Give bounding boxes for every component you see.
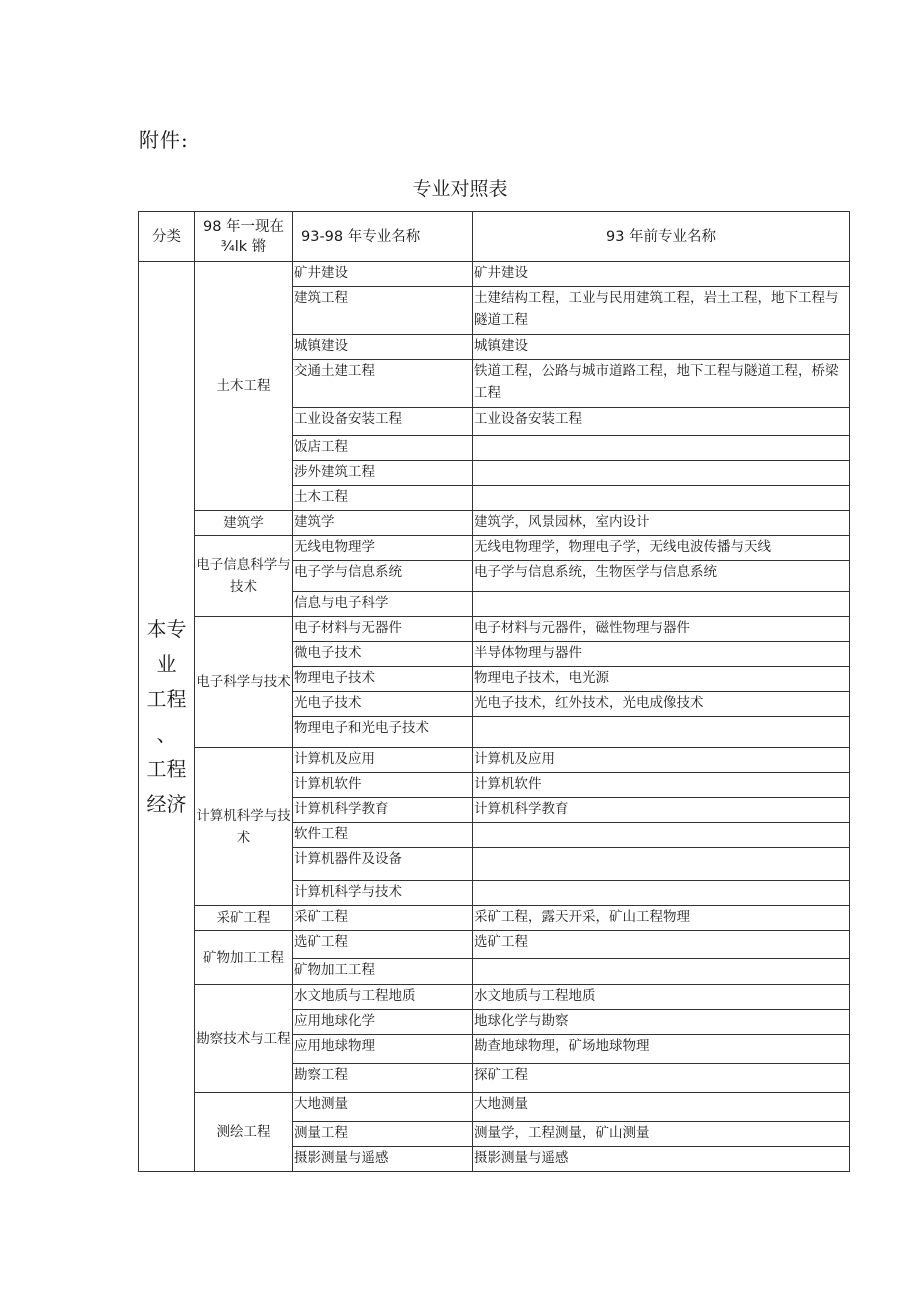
table-row (139, 1093, 850, 1122)
category-line: 、 (156, 721, 177, 746)
table-row (139, 511, 850, 536)
major-group-cell: 电子信息科学与技术 (195, 536, 293, 617)
major-pre-93-cell: 地球化学与勘察 (473, 1010, 850, 1035)
major-93-98-cell: 计算机科学与技术 (293, 881, 473, 906)
category-line: 本专 (146, 616, 187, 641)
table-row (139, 748, 850, 773)
major-93-98-cell: 无线电物理学 (293, 536, 473, 561)
category-line: 经济 (146, 791, 187, 816)
major-93-98-cell: 工业设备安装工程 (293, 408, 473, 436)
category-line: 工程 (146, 756, 187, 781)
table-row (139, 617, 850, 642)
major-pre-93-cell (473, 717, 850, 748)
major-pre-93-cell (473, 461, 850, 486)
major-93-98-cell: 勘察工程 (293, 1064, 473, 1093)
table-title: 专业对照表 (412, 178, 508, 200)
major-93-98-cell: 矿物加工工程 (293, 959, 473, 985)
major-pre-93-cell: 建筑学，风景园林，室内设计 (473, 511, 850, 536)
category-line: 业 (156, 651, 177, 676)
major-93-98-cell: 光电子技术 (293, 692, 473, 717)
major-group-cell: 勘察技术与工程 (195, 985, 293, 1093)
major-93-98-cell: 计算机及应用 (293, 748, 473, 773)
major-93-98-cell: 计算机器件及设备 (293, 848, 473, 881)
major-group-cell: 计算机科学与技术 (195, 748, 293, 906)
major-93-98-cell: 物理电子和光电子技术 (293, 717, 473, 748)
major-pre-93-cell: 城镇建设 (473, 335, 850, 360)
major-pre-93-cell: 计算机科学教育 (473, 798, 850, 823)
table-row (139, 262, 850, 287)
major-pre-93-cell: 电子学与信息系统，生物医学与信息系统 (473, 561, 850, 592)
header-current-line1: 98 年一现在 (202, 218, 285, 235)
major-93-98-cell: 采矿工程 (293, 906, 473, 931)
major-93-98-cell: 测量工程 (293, 1122, 473, 1147)
major-93-98-cell: 水文地质与工程地质 (293, 985, 473, 1010)
header-pre-93-major: 93 年前专业名称 (473, 212, 850, 262)
major-pre-93-cell: 测量学，工程测量，矿山测量 (473, 1122, 850, 1147)
major-93-98-cell: 城镇建设 (293, 335, 473, 360)
major-group-cell: 电子科学与技术 (195, 617, 293, 748)
major-pre-93-cell: 光电子技术，红外技术，光电成像技术 (473, 692, 850, 717)
major-93-98-cell: 应用地球化学 (293, 1010, 473, 1035)
major-pre-93-cell: 物理电子技术，电光源 (473, 667, 850, 692)
major-93-98-cell: 饭店工程 (293, 436, 473, 461)
major-93-98-cell: 大地测量 (293, 1093, 473, 1122)
major-pre-93-cell: 铁道工程，公路与城市道路工程，地下工程与隧道工程，桥梁工程 (473, 360, 850, 408)
table-row (139, 906, 850, 931)
major-pre-93-cell: 探矿工程 (473, 1064, 850, 1093)
major-93-98-cell: 交通土建工程 (293, 360, 473, 408)
major-group-cell: 采矿工程 (195, 906, 293, 931)
table-row (139, 536, 850, 561)
header-category: 分类 (139, 212, 195, 262)
major-pre-93-cell: 水文地质与工程地质 (473, 985, 850, 1010)
major-93-98-cell: 软件工程 (293, 823, 473, 848)
major-pre-93-cell: 无线电物理学，物理电子学，无线电波传播与天线 (473, 536, 850, 561)
major-comparison-table (138, 211, 850, 1172)
header-93-98-major: 93-98 年专业名称 (293, 212, 473, 262)
category-line: 工程 (146, 686, 187, 711)
major-pre-93-cell (473, 823, 850, 848)
major-pre-93-cell: 选矿工程 (473, 931, 850, 959)
category-cell (139, 262, 195, 1172)
major-pre-93-cell: 矿井建设 (473, 262, 850, 287)
major-93-98-cell: 应用地球物理 (293, 1035, 473, 1064)
major-pre-93-cell (473, 959, 850, 985)
major-93-98-cell: 矿井建设 (293, 262, 473, 287)
major-pre-93-cell: 大地测量 (473, 1093, 850, 1122)
major-93-98-cell: 土木工程 (293, 486, 473, 511)
header-row (139, 212, 850, 262)
major-93-98-cell: 涉外建筑工程 (293, 461, 473, 486)
major-93-98-cell: 建筑工程 (293, 287, 473, 335)
attachment-label: 附件: (139, 128, 189, 152)
major-group-cell: 测绘工程 (195, 1093, 293, 1172)
major-pre-93-cell: 土建结构工程，工业与民用建筑工程，岩土工程，地下工程与隧道工程 (473, 287, 850, 335)
major-group-cell: 土木工程 (195, 262, 293, 511)
table-row (139, 985, 850, 1010)
table-row (139, 931, 850, 959)
major-pre-93-cell: 计算机软件 (473, 773, 850, 798)
major-pre-93-cell: 计算机及应用 (473, 748, 850, 773)
major-pre-93-cell (473, 848, 850, 881)
major-93-98-cell: 计算机软件 (293, 773, 473, 798)
header-current-line2: ¾lk 锵 (220, 238, 267, 255)
major-93-98-cell: 选矿工程 (293, 931, 473, 959)
major-pre-93-cell (473, 436, 850, 461)
major-pre-93-cell: 工业设备安装工程 (473, 408, 850, 436)
major-93-98-cell: 微电子技术 (293, 642, 473, 667)
major-93-98-cell: 建筑学 (293, 511, 473, 536)
major-93-98-cell: 电子学与信息系统 (293, 561, 473, 592)
major-93-98-cell: 计算机科学教育 (293, 798, 473, 823)
major-93-98-cell: 信息与电子科学 (293, 592, 473, 617)
major-pre-93-cell: 摄影测量与遥感 (473, 1147, 850, 1172)
major-93-98-cell: 电子材料与无器件 (293, 617, 473, 642)
major-pre-93-cell (473, 486, 850, 511)
major-93-98-cell: 摄影测量与遥感 (293, 1147, 473, 1172)
major-pre-93-cell (473, 881, 850, 906)
major-93-98-cell: 物理电子技术 (293, 667, 473, 692)
major-pre-93-cell: 半导体物理与器件 (473, 642, 850, 667)
major-pre-93-cell: 电子材料与元器件，磁性物理与器件 (473, 617, 850, 642)
major-group-cell: 矿物加工工程 (195, 931, 293, 985)
major-pre-93-cell (473, 592, 850, 617)
major-pre-93-cell: 采矿工程，露天开采，矿山工程物理 (473, 906, 850, 931)
major-pre-93-cell: 勘查地球物理，矿场地球物理 (473, 1035, 850, 1064)
header-current-major (195, 212, 293, 262)
major-group-cell: 建筑学 (195, 511, 293, 536)
